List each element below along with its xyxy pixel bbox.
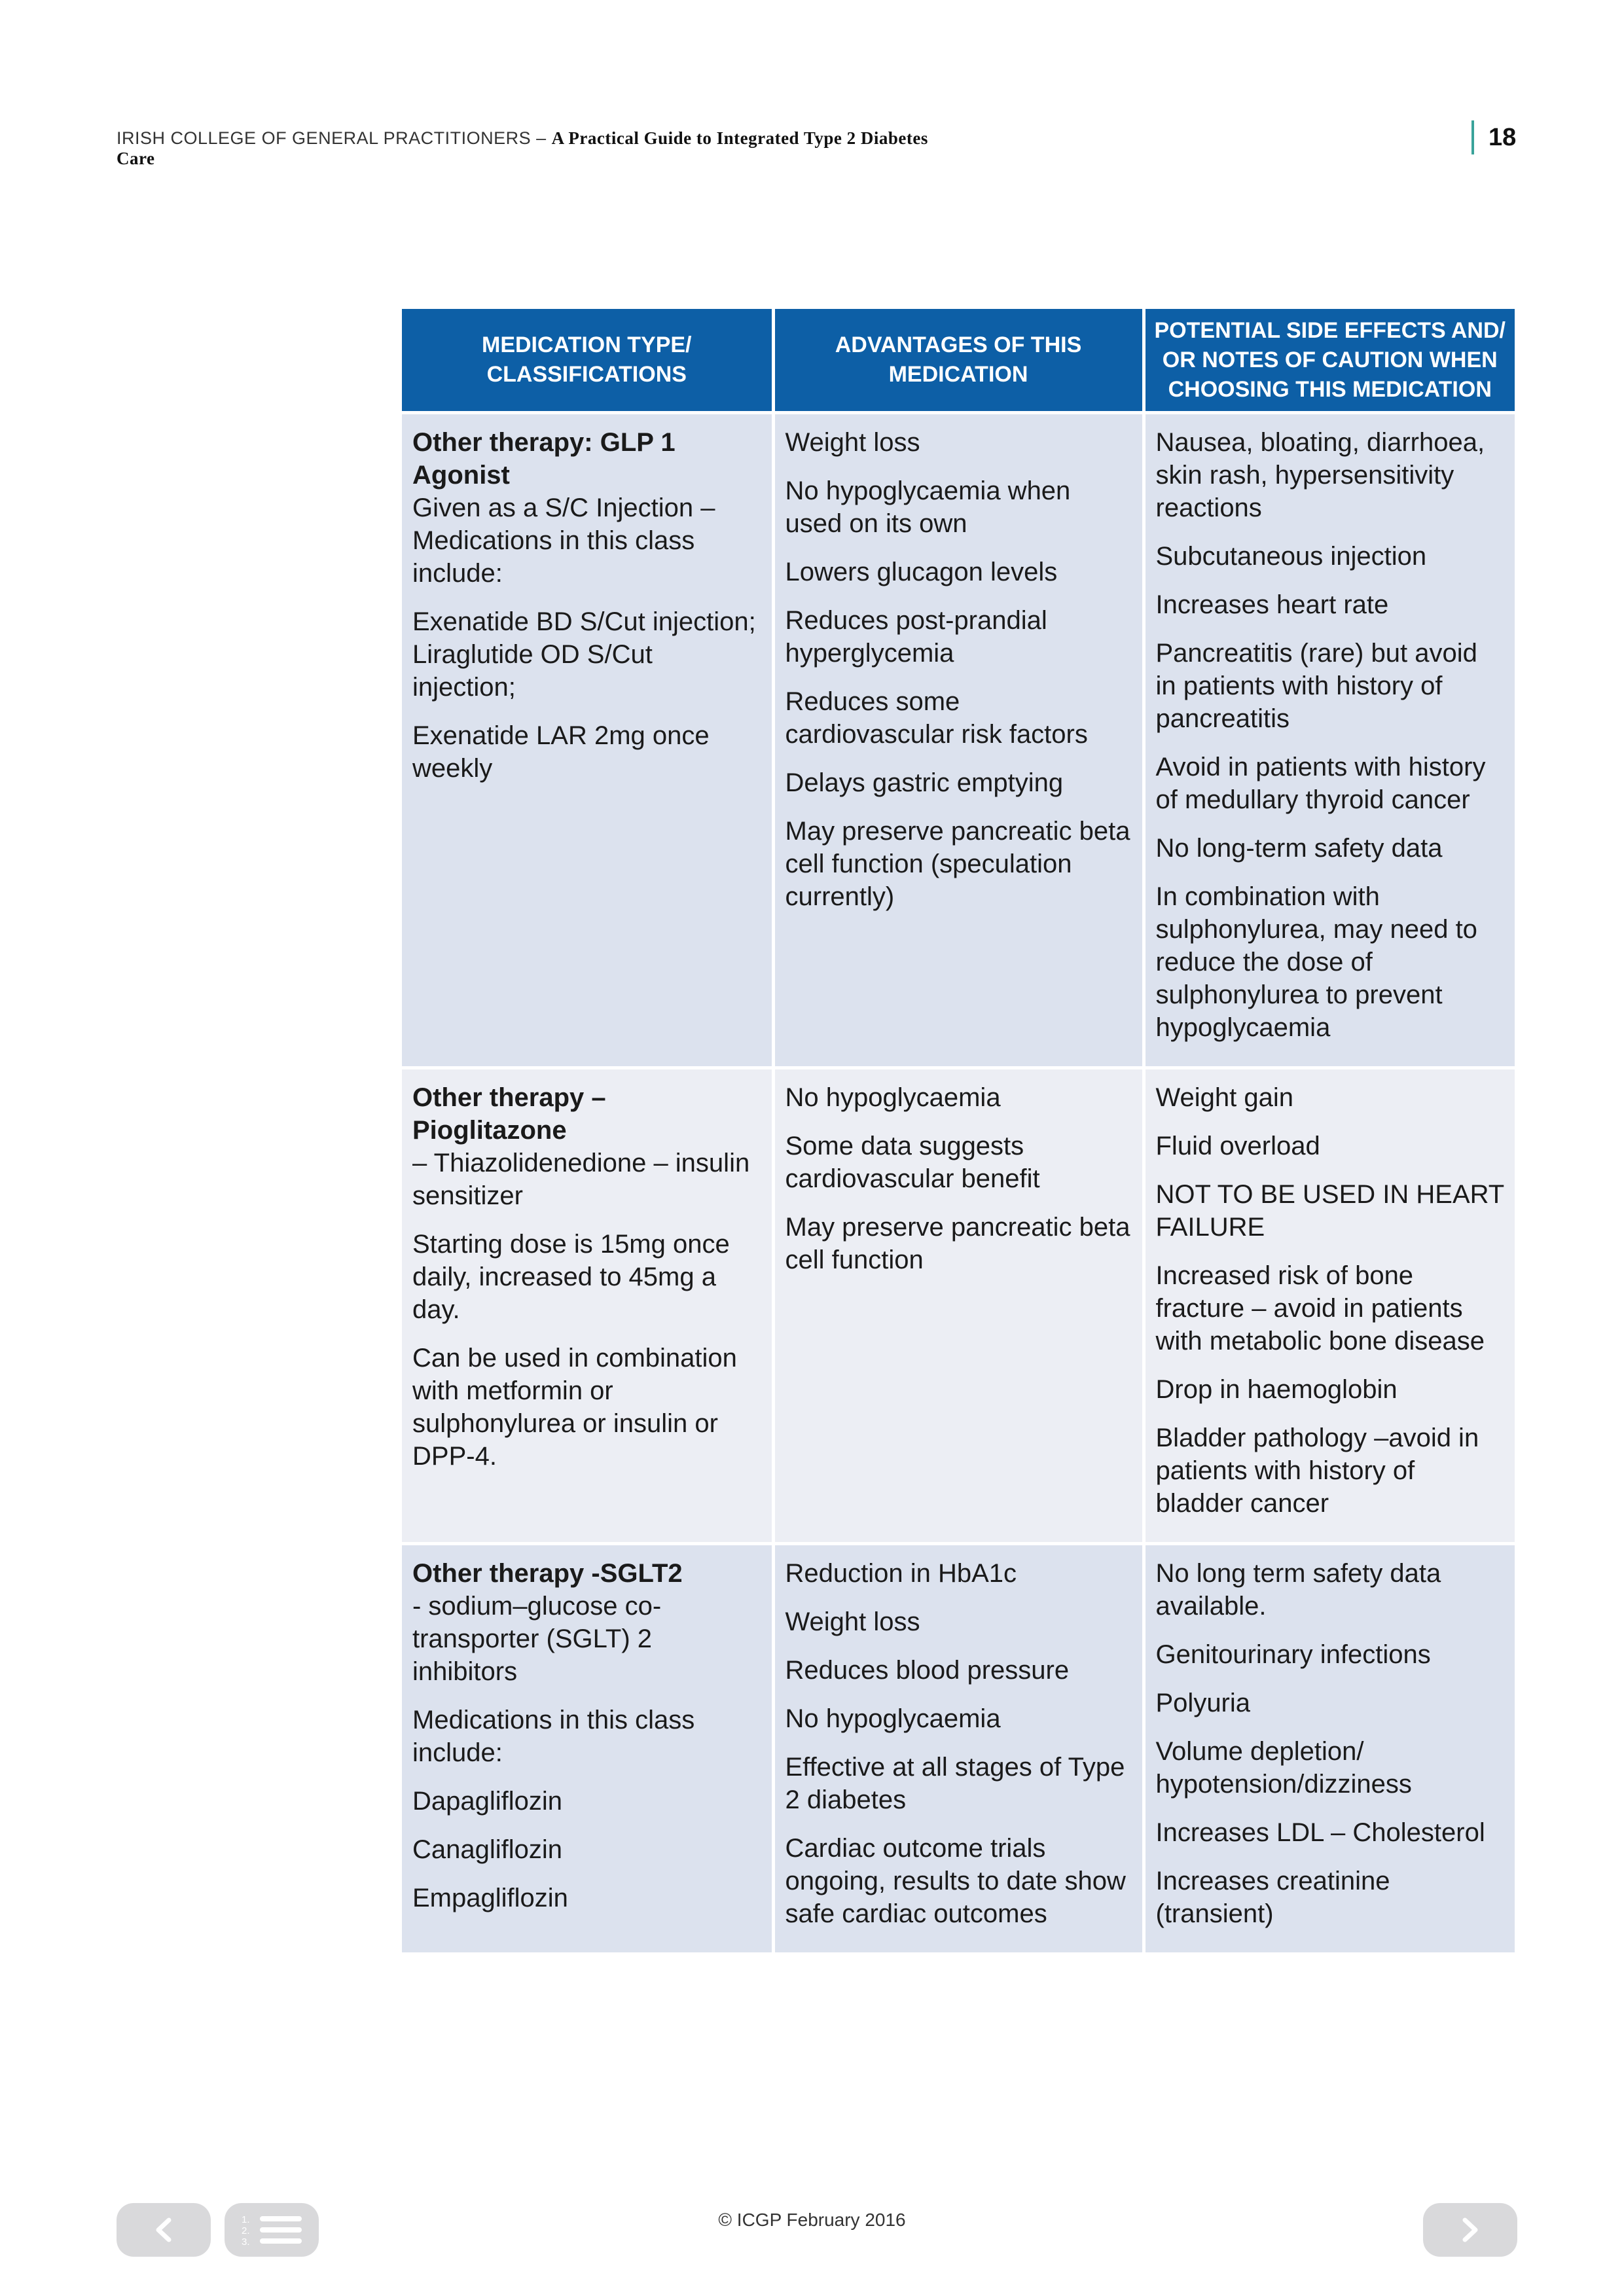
caution-item: Drop in haemoglobin <box>1155 1375 1398 1404</box>
cautions-cell <box>1144 1544 1515 1953</box>
advantage-item: Delays gastric emptying <box>785 768 1064 797</box>
caution-item: Increases heart rate <box>1155 590 1389 619</box>
caution-item: Bladder pathology –avoid in patients with history of bladder cancer <box>1155 1424 1479 1518</box>
medication-type-cell <box>402 413 773 1068</box>
type-line: Given as a S/C Injection – Medications in this class include: <box>412 493 715 588</box>
therapy-name: Other therapy -SGLT2 <box>412 1559 683 1588</box>
caution-item: NOT TO BE USED IN HEART FAILURE <box>1155 1180 1504 1242</box>
column-header-side-effects: POTENTIAL SIDE EFFECTS AND/ OR NOTES OF CAUTION WHEN CHOOSING THIS MEDICATION <box>1144 309 1515 413</box>
advantage-item: No hypoglycaemia <box>785 1083 1001 1112</box>
cautions-cell <box>1144 413 1515 1068</box>
therapy-name: Other therapy – Pioglitazone <box>412 1083 606 1145</box>
header-title: A Practical Guide to Integrated Type 2 Diabetes Care <box>117 128 928 168</box>
advantage-item: Weight loss <box>785 428 920 457</box>
caution-item: Increased risk of bone fracture – avoid in patients with metabolic bone disease <box>1155 1261 1485 1355</box>
next-page-button[interactable] <box>1423 2203 1517 2257</box>
caution-item: No long term safety data available. <box>1155 1559 1441 1621</box>
type-line: – Thiazolidenedione – insulin sensitizer <box>412 1149 750 1210</box>
advantages-cell <box>773 413 1144 1068</box>
advantage-item: Weight loss <box>785 1607 920 1636</box>
advantage-item: Reduction in HbA1c <box>785 1559 1017 1588</box>
advantage-item: No hypoglycaemia <box>785 1704 1001 1733</box>
type-line: Exenatide LAR 2mg once weekly <box>412 721 710 783</box>
column-header-advantages: ADVANTAGES OF THIS MEDICATION <box>773 309 1144 413</box>
caution-item: No long-term safety data <box>1155 834 1443 863</box>
caution-item: Increases LDL – Cholesterol <box>1155 1818 1485 1847</box>
advantage-item: Some data suggests cardiovascular benefit <box>785 1132 1040 1193</box>
advantage-item: Lowers glucagon levels <box>785 558 1058 586</box>
toc-number: 3. <box>242 2236 250 2248</box>
type-line: - sodium–glucose co-transporter (SGLT) 2 inhibitors <box>412 1592 662 1686</box>
table-row <box>402 1544 1515 1953</box>
caution-item: Subcutaneous injection <box>1155 542 1427 571</box>
type-line: Starting dose is 15mg once daily, increased to 45mg a day. <box>412 1230 730 1324</box>
numbered-list-icon <box>225 2203 319 2257</box>
previous-page-button[interactable] <box>117 2203 211 2257</box>
type-line: Exenatide BD S/Cut injection; Liraglutide OD S/Cut injection; <box>412 607 756 702</box>
toc-number: 2. <box>242 2225 250 2236</box>
cautions-cell <box>1144 1068 1515 1544</box>
advantage-item: Reduces post-prandial hyperglycemia <box>785 606 1047 668</box>
toc-number: 1. <box>242 2214 250 2225</box>
chevron-left-icon <box>117 2203 211 2257</box>
advantage-item: Reduces blood pressure <box>785 1656 1070 1685</box>
caution-item: Polyuria <box>1155 1689 1251 1717</box>
advantage-item: No hypoglycaemia when used on its own <box>785 476 1071 538</box>
caution-item: Avoid in patients with history of medullary thyroid cancer <box>1155 753 1486 814</box>
type-line: Can be used in combination with metformin or sulphonylurea or insulin or DPP-4. <box>412 1344 737 1471</box>
caution-item: Nausea, bloating, diarrhoea, skin rash, hypersensitivity reactions <box>1155 428 1485 522</box>
caution-item: Weight gain <box>1155 1083 1294 1112</box>
running-header <box>117 128 967 169</box>
caution-item: Increases creatinine (transient) <box>1155 1867 1390 1928</box>
table-row <box>402 413 1515 1068</box>
therapy-name: Other therapy: GLP 1 Agonist <box>412 428 676 490</box>
advantages-cell <box>773 1068 1144 1544</box>
type-line: Medications in this class include: <box>412 1706 695 1767</box>
page-number: 18 <box>1471 120 1516 154</box>
advantage-item: Reduces some cardiovascular risk factors <box>785 687 1088 749</box>
advantages-cell <box>773 1544 1144 1953</box>
advantage-item: May preserve pancreatic beta cell function (speculation currently) <box>785 817 1130 911</box>
caution-item: Genitourinary infections <box>1155 1640 1431 1669</box>
copyright-footer: © ICGP February 2016 <box>718 2210 906 2230</box>
type-line: Canagliflozin <box>412 1835 563 1864</box>
table-header-row <box>402 309 1515 413</box>
advantage-item: Cardiac outcome trials ongoing, results to date show safe cardiac outcomes <box>785 1834 1126 1928</box>
caution-item: In combination with sulphonylurea, may need to reduce the dose of sulphonylurea to prevent hypoglycaemia <box>1155 882 1477 1042</box>
table-row <box>402 1068 1515 1544</box>
advantage-item: May preserve pancreatic beta cell function <box>785 1213 1130 1274</box>
advantage-item: Effective at all stages of Type 2 diabetes <box>785 1753 1125 1814</box>
type-line: Dapagliflozin <box>412 1787 563 1816</box>
caution-item: Volume depletion/ hypotension/dizziness <box>1155 1737 1412 1799</box>
caution-item: Fluid overload <box>1155 1132 1320 1160</box>
medication-table <box>402 309 1515 1952</box>
type-line: Empagliflozin <box>412 1884 568 1912</box>
caution-item: Pancreatitis (rare) but avoid in patients with history of pancreatitis <box>1155 639 1477 733</box>
medication-type-cell <box>402 1544 773 1953</box>
header-organisation: IRISH COLLEGE OF GENERAL PRACTITIONERS – <box>117 128 552 148</box>
column-header-medication-type: MEDICATION TYPE/ CLASSIFICATIONS <box>402 309 773 413</box>
table-of-contents-button[interactable] <box>225 2203 319 2257</box>
chevron-right-icon <box>1423 2203 1517 2257</box>
medication-type-cell <box>402 1068 773 1544</box>
